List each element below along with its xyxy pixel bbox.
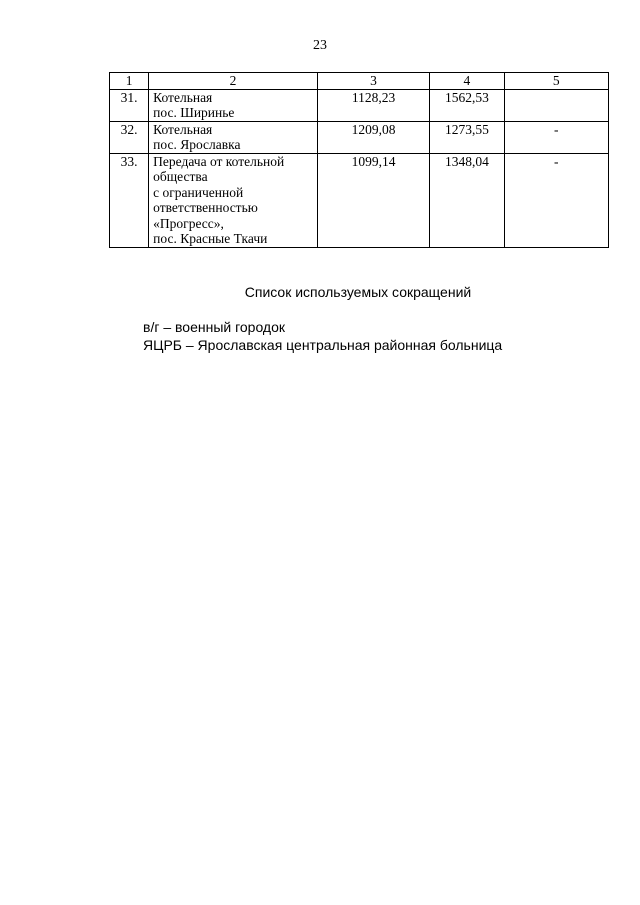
row-name	[149, 121, 318, 153]
row-col-4: 1562,53	[430, 89, 504, 121]
row-col-3: 1209,08	[317, 121, 429, 153]
row-name-line: Передача от котельной	[153, 153, 285, 169]
row-name-line: ответственностью	[153, 200, 258, 215]
row-name-line: Котельная	[153, 121, 213, 137]
abbreviation-item: в/г – военный городок	[143, 319, 286, 335]
row-name-line: «Прогресс»,	[153, 215, 224, 231]
abbreviations-list	[143, 318, 502, 354]
row-col-5	[504, 89, 608, 121]
table-row	[110, 89, 609, 121]
table-header-row	[110, 73, 609, 90]
row-col-5: -	[504, 121, 608, 153]
row-col-4: 1348,04	[430, 153, 504, 247]
row-name-line: пос. Красные Ткачи	[153, 231, 268, 246]
abbreviations-title: Список используемых сокращений	[244, 284, 472, 300]
row-col-4: 1273,55	[430, 121, 504, 153]
row-name-line: общества	[153, 169, 208, 184]
page-number: 23	[313, 38, 327, 53]
row-col-3: 1128,23	[317, 89, 429, 121]
table-row	[110, 121, 609, 153]
row-col-3: 1099,14	[317, 153, 429, 247]
row-name-line: Котельная	[153, 89, 213, 105]
row-number: 33.	[110, 153, 149, 247]
data-table	[109, 72, 609, 248]
row-name	[149, 89, 318, 121]
header-col-4: 4	[430, 73, 504, 90]
header-col-2: 2	[149, 73, 318, 90]
header-col-5: 5	[504, 73, 608, 90]
header-col-3: 3	[317, 73, 429, 90]
row-name	[149, 153, 318, 247]
abbreviation-item: ЯЦРБ – Ярославская центральная районная больница	[143, 337, 503, 353]
row-number: 31.	[110, 89, 149, 121]
row-name-line: пос. Ширинье	[153, 105, 235, 120]
row-col-5: -	[504, 153, 608, 247]
header-col-1: 1	[110, 73, 149, 90]
row-name-line: с ограниченной	[153, 184, 244, 200]
row-number: 32.	[110, 121, 149, 153]
row-name-line: пос. Ярославка	[153, 137, 241, 152]
table-row	[110, 153, 609, 247]
